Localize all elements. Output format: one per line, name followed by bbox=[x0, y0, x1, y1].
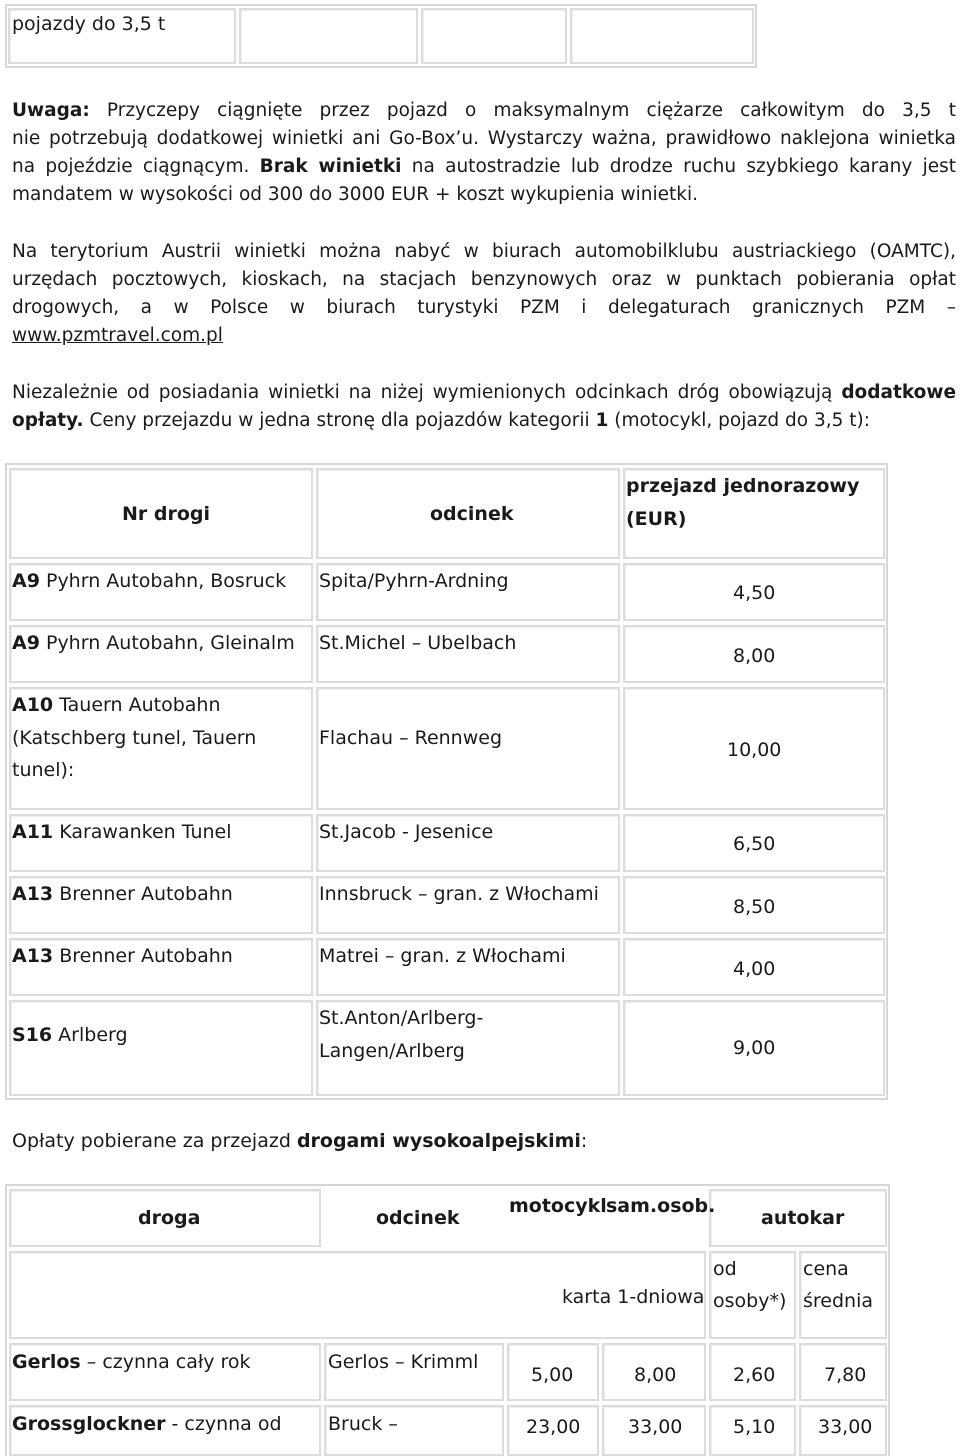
toll-row-5-road-name: Brenner Autobahn bbox=[59, 883, 233, 905]
toll-row-6-road bbox=[12, 942, 233, 970]
alpine-sub-from: od bbox=[713, 1258, 737, 1280]
extra-line-1-text: Niezależnie od posiadania winietki na niżej wymienionych odcinkach dróg obowiązują bbox=[12, 382, 833, 403]
alpine-row-1-road-name: Gerlos bbox=[12, 1351, 81, 1373]
toll-row-5-price: 8,50 bbox=[733, 896, 776, 918]
toll-row-1-road-name: Pyhrn Autobahn, Bosruck bbox=[45, 570, 287, 592]
pzmtravel-link[interactable]: www.pzmtravel.com.pl bbox=[12, 325, 223, 346]
alpine-row-2-road-name: Grossglockner bbox=[12, 1413, 166, 1435]
note-line-3 bbox=[12, 153, 956, 181]
toll-row-4-price: 6,50 bbox=[733, 833, 776, 855]
toll-row-7-road-number: S16 bbox=[12, 1024, 53, 1046]
alpine-sub-average: średnia bbox=[803, 1290, 874, 1312]
toll-row-3-road-line-3: tunel): bbox=[12, 759, 75, 781]
alpine-header-road: droga bbox=[138, 1207, 201, 1229]
toll-row-5-section: Innsbruck – gran. z Włochami bbox=[319, 883, 599, 905]
note-line-1-text: Przyczepy ciągnięte przez pojazd o maksymalnym ciężarze całkowitym do 3,5 t bbox=[106, 100, 956, 121]
purchase-line-1: Na terytorium Austrii winietki można nabyć w biurach automobilklubu austriackiego (OAMTC), bbox=[12, 241, 956, 262]
toll-row-2-price: 8,00 bbox=[733, 645, 776, 667]
toll-row-7-section-line-2: Langen/Arlberg bbox=[319, 1040, 465, 1062]
toll-row-2-road bbox=[12, 629, 295, 657]
note-paragraph bbox=[12, 97, 956, 209]
alpine-row-2-avg: 33,00 bbox=[818, 1416, 873, 1438]
alpine-row-1-from: 2,60 bbox=[733, 1364, 776, 1386]
toll-row-7-road-name: Arlberg bbox=[58, 1024, 128, 1046]
toll-row-3-road bbox=[12, 691, 221, 719]
toll-row-1-road bbox=[12, 567, 286, 595]
alpine-intro-text: Opłaty pobierane za przejazd bbox=[12, 1130, 291, 1152]
note-no-vignette: Brak winietki bbox=[259, 156, 402, 177]
alpine-header-car: sam.osob. bbox=[606, 1195, 716, 1217]
alpine-row-2-car: 33,00 bbox=[628, 1416, 683, 1438]
alpine-intro-bold: drogami wysokoalpejskimi bbox=[296, 1130, 581, 1152]
alpine-sub-price: cena bbox=[803, 1258, 849, 1280]
alpine-row-1-section: Gerlos – Krimml bbox=[328, 1351, 479, 1373]
toll-row-1-price: 4,50 bbox=[733, 582, 776, 604]
top-cell-4 bbox=[570, 8, 754, 64]
alpine-header-motorcycle: motocykl bbox=[509, 1195, 607, 1217]
extra-category-number: 1 bbox=[595, 410, 609, 431]
top-cell-2 bbox=[239, 8, 418, 64]
alpine-row-1-avg: 7,80 bbox=[824, 1364, 867, 1386]
toll-row-1-road-number: A9 bbox=[12, 570, 40, 592]
toll-row-3-road-line-2: (Katschberg tunel, Tauern bbox=[12, 727, 257, 749]
top-cell-3 bbox=[421, 8, 567, 64]
extra-line-1 bbox=[12, 379, 956, 407]
alpine-intro bbox=[12, 1127, 587, 1155]
alpine-row-2-moto: 23,00 bbox=[526, 1416, 581, 1438]
toll-header-road: Nr drogi bbox=[122, 503, 211, 525]
toll-row-4-road bbox=[12, 818, 232, 846]
toll-row-3-road-number: A10 bbox=[12, 694, 54, 716]
toll-row-7-price: 9,00 bbox=[733, 1037, 776, 1059]
toll-row-2-road-name: Pyhrn Autobahn, Gleinalm bbox=[45, 632, 295, 654]
alpine-header-bus: autokar bbox=[761, 1207, 845, 1229]
toll-row-3-section: Flachau – Rennweg bbox=[319, 727, 503, 749]
extra-additional: dodatkowe bbox=[841, 382, 956, 403]
toll-row-6-section: Matrei – gran. z Włochami bbox=[319, 945, 566, 967]
purchase-line-2: urzędach pocztowych, kioskach, na stacjach benzynowych oraz w punktach pobierania opłat bbox=[12, 269, 956, 290]
alpine-sub-day-pass: karta 1-dniowa bbox=[562, 1286, 705, 1308]
toll-row-7-road bbox=[12, 1021, 128, 1049]
alpine-row-2-road-note: - czynna od bbox=[171, 1413, 282, 1435]
toll-row-6-road-number: A13 bbox=[12, 945, 54, 967]
toll-header-single-trip: przejazd jednorazowy bbox=[626, 475, 860, 497]
alpine-sub-person: osoby*) bbox=[713, 1290, 787, 1312]
toll-row-6-road-name: Brenner Autobahn bbox=[59, 945, 233, 967]
purchase-line-3: drogowych, a w Polsce w biurach turystyki PZM i delegaturach granicznych PZM – bbox=[12, 297, 956, 318]
alpine-row-1-moto: 5,00 bbox=[531, 1364, 574, 1386]
alpine-row-1-road-note: – czynna cały rok bbox=[86, 1351, 251, 1373]
extra-line-2-post: (motocykl, pojazd do 3,5 t): bbox=[614, 410, 870, 431]
toll-row-7-section: St.Anton/Arlberg- bbox=[319, 1007, 484, 1029]
toll-row-5-road-number: A13 bbox=[12, 883, 54, 905]
note-label: Uwaga: bbox=[12, 100, 90, 121]
note-line-3-pre: na pojeździe ciągnącym. bbox=[12, 156, 250, 177]
alpine-header-section: odcinek bbox=[376, 1207, 460, 1229]
extra-fees-word: opłaty. bbox=[12, 410, 84, 431]
extra-line-2-text: Ceny przejazdu w jedna stronę dla pojazdów kategorii bbox=[89, 410, 590, 431]
toll-row-4-road-name: Karawanken Tunel bbox=[59, 821, 232, 843]
toll-header-section: odcinek bbox=[430, 503, 514, 525]
note-line-4: mandatem w wysokości od 300 do 3000 EUR + koszt wykupienia winietki. bbox=[12, 184, 698, 205]
note-line-3-post: na autostradzie lub drodze ruchu szybkiego karany jest bbox=[411, 156, 956, 177]
alpine-row-1-road bbox=[12, 1348, 251, 1376]
extra-line-2 bbox=[12, 407, 956, 435]
alpine-row-2-road bbox=[12, 1410, 282, 1438]
toll-row-1-section: Spita/Pyhrn-Ardning bbox=[319, 570, 509, 592]
toll-row-2-section: St.Michel – Ubelbach bbox=[319, 632, 517, 654]
toll-row-5-road bbox=[12, 880, 233, 908]
alpine-intro-colon: : bbox=[580, 1130, 588, 1152]
toll-row-3-road-name: Tauern Autobahn bbox=[59, 694, 221, 716]
alpine-row-2-from: 5,10 bbox=[733, 1416, 776, 1438]
toll-row-6-price: 4,00 bbox=[733, 958, 776, 980]
toll-row-4-section: St.Jacob - Jesenice bbox=[319, 821, 494, 843]
toll-row-3-price: 10,00 bbox=[727, 739, 782, 761]
toll-row-4-road-number: A11 bbox=[12, 821, 54, 843]
purchase-line-4 bbox=[12, 322, 956, 350]
note-line-2: nie potrzebują dodatkowej winietki ani Go-Box’u. Wystarczy ważna, prawidłowo naklejona winietka bbox=[12, 128, 956, 149]
toll-header-eur: (EUR) bbox=[626, 508, 687, 530]
alpine-row-2-section: Bruck – bbox=[328, 1413, 398, 1435]
toll-row-2-road-number: A9 bbox=[12, 632, 40, 654]
note-line-1 bbox=[12, 97, 956, 125]
purchase-paragraph bbox=[12, 238, 956, 350]
vehicle-class-label: pojazdy do 3,5 t bbox=[12, 13, 166, 35]
extra-fees-paragraph bbox=[12, 379, 956, 435]
alpine-row-1-car: 8,00 bbox=[634, 1364, 677, 1386]
